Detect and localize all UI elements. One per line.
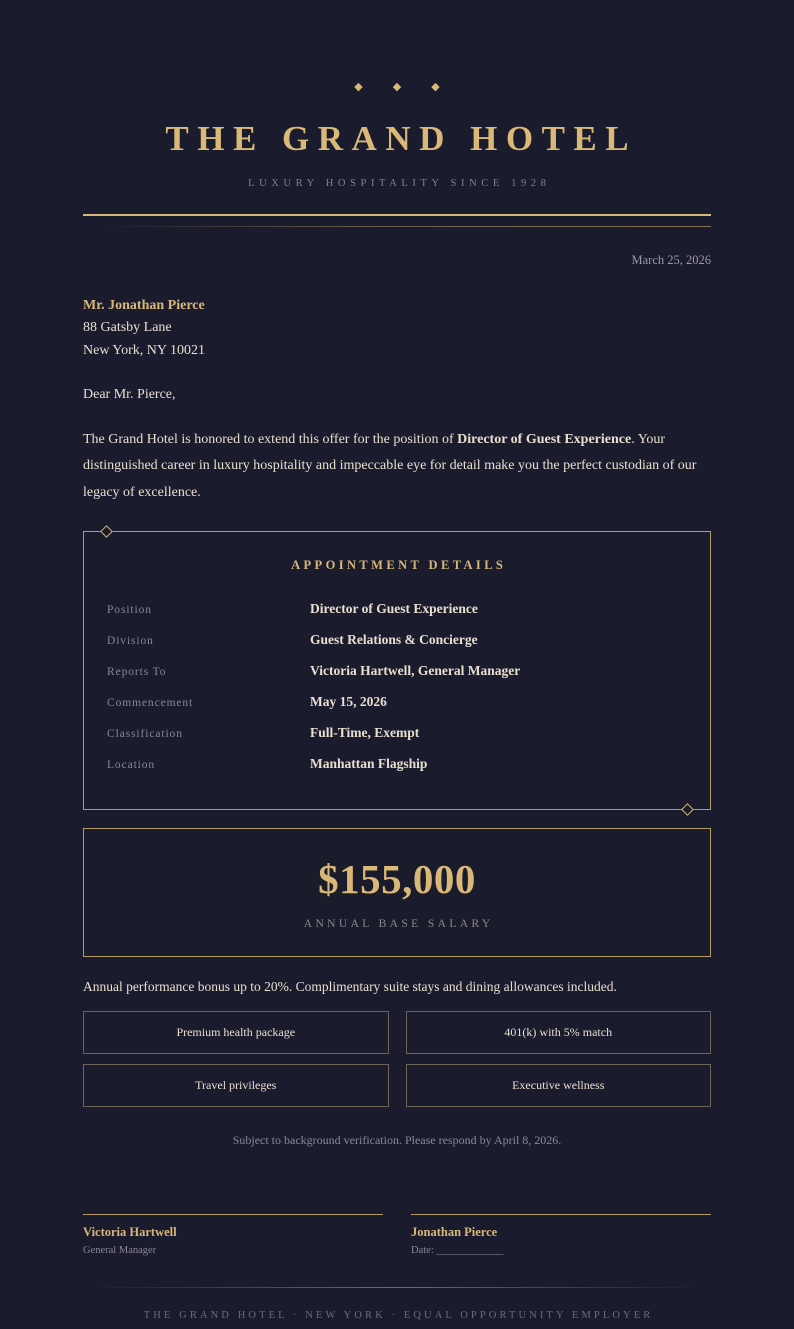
detail-label: Location xyxy=(107,758,156,771)
signature-date-blank: ______________ xyxy=(436,1245,503,1257)
signature-name: Jonathan Pierce xyxy=(411,1225,498,1240)
detail-value: Manhattan Flagship xyxy=(310,755,428,771)
diamond-corner-icon xyxy=(681,803,694,816)
recipient-address-line-2: New York, NY 10021 xyxy=(83,342,205,358)
diamond-icon: ◆ xyxy=(354,81,363,93)
diamond-corner-icon xyxy=(100,525,113,538)
detail-value: Full-Time, Exempt xyxy=(310,724,420,740)
detail-value: Guest Relations & Concierge xyxy=(310,631,478,647)
footer-divider xyxy=(89,1287,705,1288)
benefit-item: Executive wellness xyxy=(406,1064,712,1107)
appointment-details-title: APPOINTMENT DETAILS xyxy=(291,558,507,573)
appointment-details-box xyxy=(83,531,711,810)
detail-label: Reports To xyxy=(107,665,167,678)
benefit-item: Premium health package xyxy=(83,1011,389,1054)
detail-value: Director of Guest Experience xyxy=(310,600,478,616)
header-ornaments xyxy=(83,0,711,94)
benefit-item: 401(k) with 5% match xyxy=(406,1011,712,1054)
offer-position-emphasis: Director of Guest Experience xyxy=(457,431,632,447)
signature-block xyxy=(83,1214,711,1256)
footer-text: THE GRAND HOTEL · NEW YORK · EQUAL OPPORTUNITY EMPLOYER xyxy=(143,1310,654,1322)
detail-row xyxy=(84,655,710,686)
detail-row xyxy=(84,593,710,624)
detail-row xyxy=(84,686,710,717)
signature-line xyxy=(83,1214,383,1215)
signature-name: Victoria Hartwell xyxy=(83,1225,177,1240)
detail-row xyxy=(84,624,710,655)
recipient-name: Mr. Jonathan Pierce xyxy=(83,297,205,313)
recipient-address-line-1: 88 Gatsby Lane xyxy=(83,320,172,336)
signature-column-candidate xyxy=(411,1214,711,1256)
benefits-grid xyxy=(83,1011,711,1107)
benefit-item: Travel privileges xyxy=(83,1064,389,1107)
verification-note: Subject to background verification. Please respond by April 8, 2026. xyxy=(232,1133,562,1148)
signature-date-field[interactable] xyxy=(411,1245,711,1256)
brand-tagline: LUXURY HOSPITALITY SINCE 1928 xyxy=(248,177,551,189)
header-rule-secondary xyxy=(95,226,711,227)
signature-line xyxy=(411,1214,711,1215)
detail-value: May 15, 2026 xyxy=(310,693,387,709)
detail-row xyxy=(84,748,710,779)
bonus-note: Annual performance bonus up to 20%. Complimentary suite stays and dining allowances included. xyxy=(83,979,617,995)
detail-label: Position xyxy=(107,603,152,616)
detail-value: Victoria Hartwell, General Manager xyxy=(310,662,521,678)
diamond-icon: ◆ xyxy=(392,81,402,93)
header-rule-primary xyxy=(83,214,711,216)
salary-box xyxy=(83,828,711,957)
detail-label: Division xyxy=(107,634,154,647)
detail-label: Classification xyxy=(107,727,183,740)
detail-row xyxy=(84,717,710,748)
salary-caption: ANNUAL BASE SALARY xyxy=(303,918,494,931)
brand-title: THE GRAND HOTEL xyxy=(165,119,638,158)
offer-paragraph xyxy=(83,427,711,507)
salutation: Dear Mr. Pierce, xyxy=(83,386,176,402)
signature-role: General Manager xyxy=(83,1245,157,1257)
signature-column-employer xyxy=(83,1214,383,1256)
offer-paragraph-before: The Grand Hotel is honored to extend this offer for the position of xyxy=(83,431,458,447)
signature-date-label: Date: xyxy=(411,1245,434,1257)
diamond-icon: ◆ xyxy=(431,81,440,93)
detail-label: Commencement xyxy=(107,696,194,709)
offer-paragraph-after: . Your distinguished career in luxury hospitality and impeccable eye for detail make you the perfect custodian of our legacy of excellence. xyxy=(83,431,697,500)
letter-date: March 25, 2026 xyxy=(631,252,711,267)
salary-amount: $155,000 xyxy=(318,856,476,903)
